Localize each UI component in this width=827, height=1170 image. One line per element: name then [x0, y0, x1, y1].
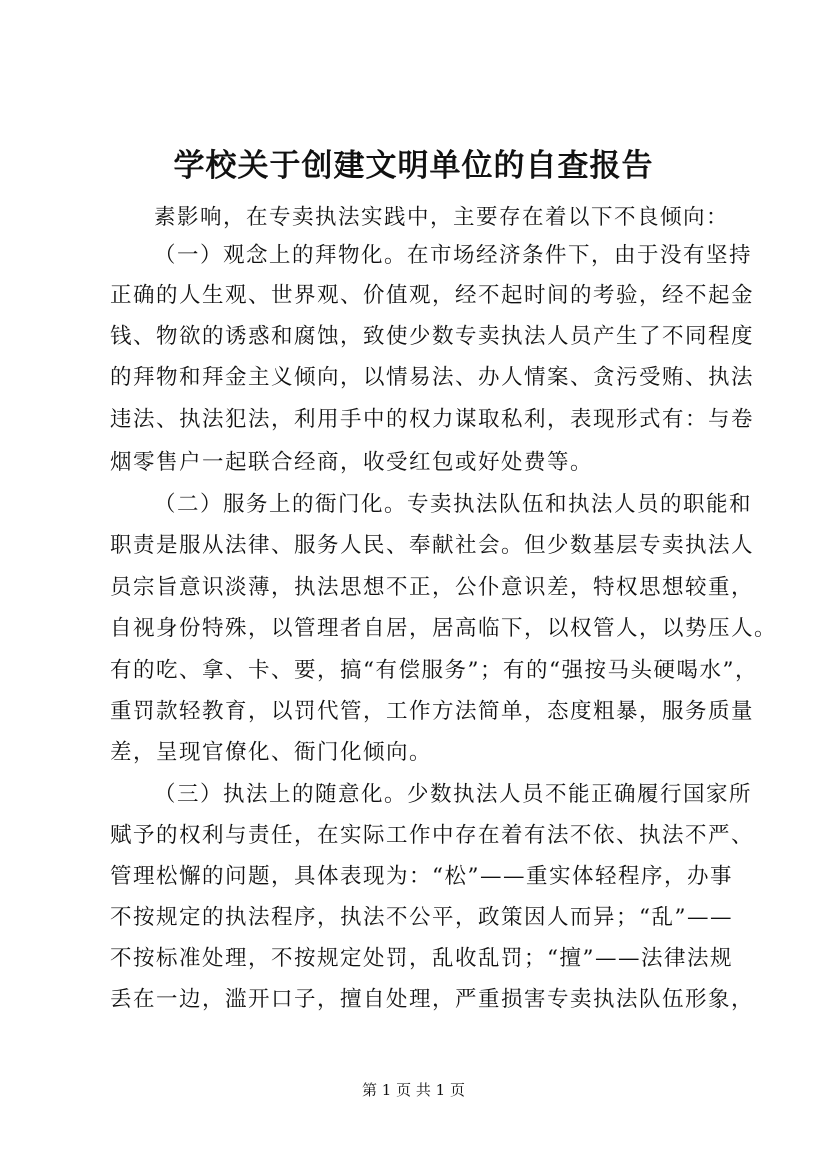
body-line: 赋予的权利与责任，在实际工作中存在着有法不依、执法不严、 [110, 823, 755, 848]
paragraph-start: （三）执法上的随意化。少数执法人员不能正确履行国家所 [154, 782, 753, 807]
body-line: 管理松懈的问题，具体表现为：“松”——重实体轻程序，办事 [110, 864, 733, 889]
body-line: 自视身份特殊，以管理者自居，居高临下，以权管人，以势压人。 [110, 616, 778, 641]
body-line: 违法、执法犯法，利用手中的权力谋取私利，表现形式有：与卷 [110, 407, 755, 432]
paragraph-start: （二）服务上的衙门化。专卖执法队伍和执法人员的职能和 [154, 492, 753, 517]
body-line: 差，呈现官僚化、衙门化倾向。 [110, 740, 433, 765]
body-line: 正确的人生观、世界观、价值观，经不起时间的考验，经不起金 [110, 283, 755, 308]
body-line: 职责是服从法律、服务人民、奉献社会。但少数基层专卖执法人 [110, 533, 755, 558]
paragraph-start: （一）观念上的拜物化。在市场经济条件下，由于没有坚持 [154, 243, 753, 268]
body-line: 重罚款轻教育，以罚代管，工作方法简单，态度粗暴，服务质量 [110, 699, 755, 724]
body-line: 的拜物和拜金主义倾向，以情易法、办人情案、贪污受贿、执法 [110, 365, 755, 390]
body-line: 员宗旨意识淡薄，执法思想不正，公仆意识差，特权思想较重， [110, 575, 755, 600]
body-line: 烟零售户一起联合经商，收受红包或好处费等。 [110, 450, 594, 475]
body-line: 有的吃、拿、卡、要，搞“有偿服务”；有的“强按马头硬喝水”， [110, 658, 758, 683]
document-title: 学校关于创建文明单位的自查报告 [173, 148, 654, 184]
body-line: 丢在一边，滥开口子，擅自处理，严重损害专卖执法队伍形象， [110, 987, 755, 1012]
body-line: 钱、物欲的诱惑和腐蚀，致使少数专卖执法人员产生了不同程度 [110, 324, 755, 349]
body-line: 素影响，在专卖执法实践中，主要存在着以下不良倾向： [154, 205, 730, 230]
body-line: 不按标准处理，不按规定处罚，乱收乱罚；“擅”——法律法规 [110, 946, 733, 971]
body-line: 不按规定的执法程序，执法不公平，政策因人而异；“乱”—— [110, 905, 733, 930]
page-number: 第 1 页 共 1 页 [362, 1081, 465, 1099]
